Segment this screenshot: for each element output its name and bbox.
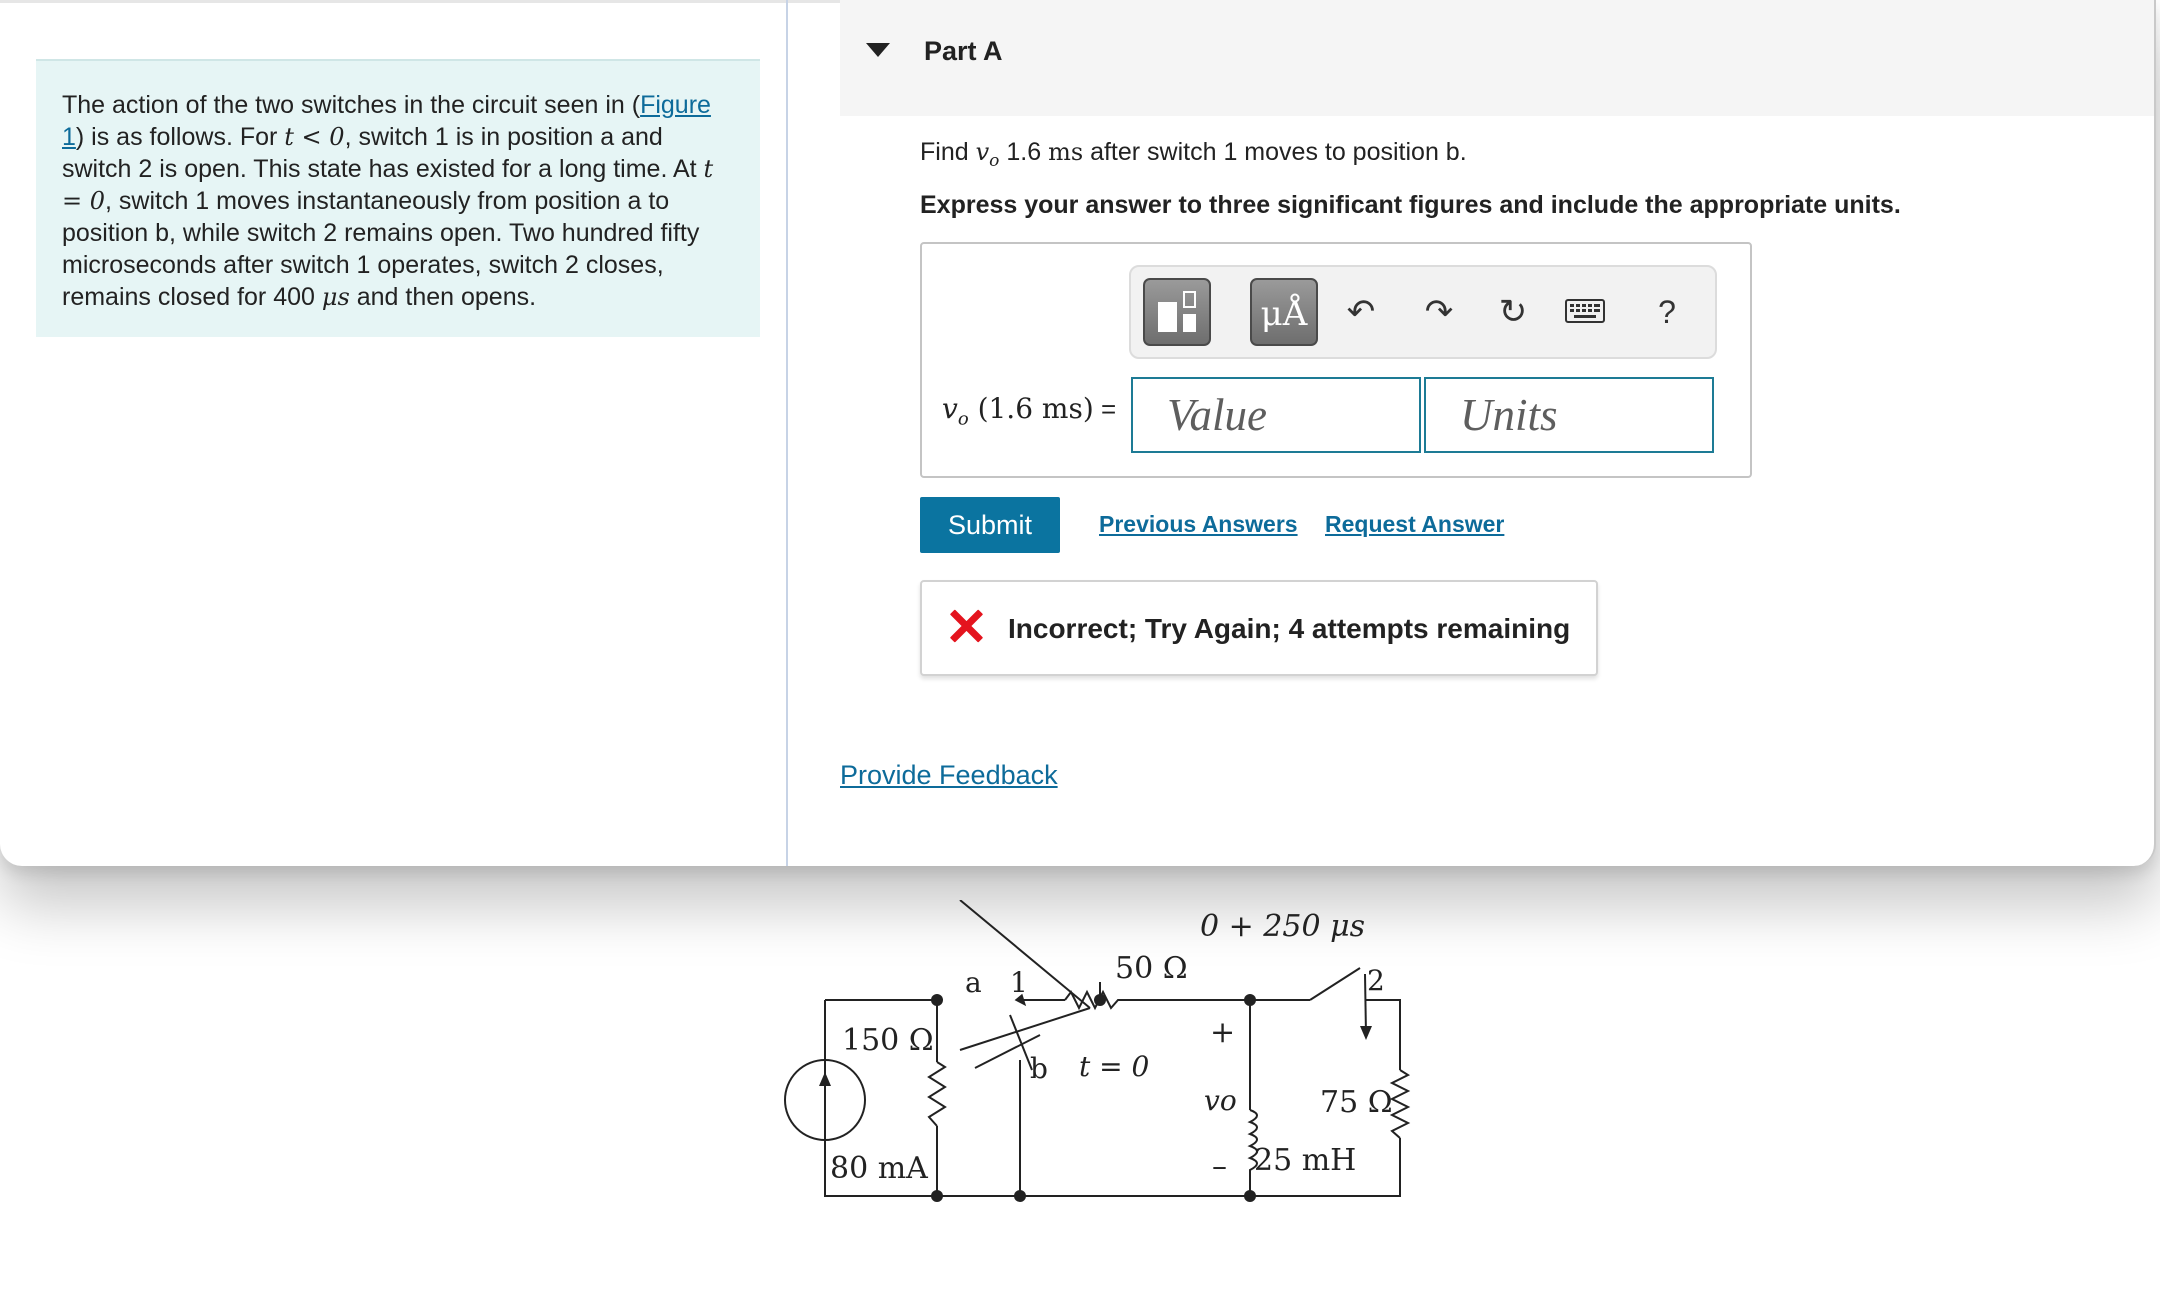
position-2-label: 2 bbox=[1367, 964, 1385, 997]
instruction-text: Express your answer to three significant figures and include the appropriate units. bbox=[920, 191, 1901, 219]
problem-text: , switch 1 moves instantaneously from position a to position b, while switch 2 remains open. Two hundred fifty microseconds after switch 1 operates, switch 2 closes, remains closed for 400 bbox=[62, 187, 700, 311]
switch-1-time-label: t = 0 bbox=[1079, 1050, 1150, 1083]
position-1-label: 1 bbox=[1010, 966, 1028, 999]
previous-answers-link[interactable]: Previous Answers bbox=[1099, 511, 1298, 537]
redo-icon[interactable]: ↷ bbox=[1424, 293, 1454, 331]
value-input[interactable] bbox=[1131, 377, 1421, 453]
reset-icon[interactable]: ↻ bbox=[1498, 293, 1528, 331]
column-divider bbox=[786, 0, 788, 866]
part-header[interactable] bbox=[840, 0, 2156, 116]
undo-icon[interactable]: ↶ bbox=[1346, 293, 1376, 331]
part-title: Part A bbox=[924, 36, 1003, 66]
problem-text: The action of the two switches in the circuit seen in ( bbox=[62, 91, 641, 119]
switch-arrow-icon bbox=[1360, 1026, 1372, 1040]
vo-label: vo bbox=[1204, 1084, 1237, 1117]
caret-down-icon[interactable] bbox=[866, 43, 890, 57]
position-b-label: b bbox=[1030, 1052, 1048, 1085]
source-arrow-icon bbox=[819, 1072, 831, 1086]
position-a-label: a bbox=[965, 966, 982, 999]
help-button[interactable]: ? bbox=[1658, 294, 1676, 330]
minus-label: – bbox=[1212, 1149, 1227, 1184]
resistor-50-label: 50 Ω bbox=[1115, 951, 1188, 986]
question-text: Find $v_o$ 1.6 ms after switch 1 moves to position b. bbox=[920, 138, 1467, 171]
problem-statement bbox=[36, 59, 760, 337]
circuit-diagram bbox=[770, 900, 1430, 1220]
template-icon bbox=[1158, 302, 1177, 332]
feedback-message: Incorrect; Try Again; 4 attempts remaining bbox=[1008, 613, 1571, 644]
request-answer-link[interactable]: Request Answer bbox=[1325, 511, 1505, 537]
keyboard-icon[interactable] bbox=[1563, 289, 1607, 335]
template-button[interactable] bbox=[1143, 278, 1211, 346]
error-x-icon bbox=[948, 608, 984, 644]
math-microseconds: μs bbox=[321, 283, 350, 311]
math-toolbar bbox=[1129, 265, 1717, 359]
units-input[interactable] bbox=[1424, 377, 1714, 453]
inductor-label: 25 mH bbox=[1254, 1143, 1357, 1178]
units-button[interactable]: μÅ bbox=[1250, 278, 1318, 346]
figure-link[interactable]: Figure 1 bbox=[62, 91, 711, 151]
resistor-75-label: 75 Ω bbox=[1320, 1085, 1393, 1120]
problem-text: and then opens. bbox=[349, 283, 537, 311]
problem-text: ) is as follows. For bbox=[75, 123, 285, 151]
resistor-150-label: 150 Ω bbox=[842, 1023, 934, 1058]
math-t-eq-0: t = 0 bbox=[62, 155, 714, 215]
feedback-message-box bbox=[920, 580, 1598, 676]
provide-feedback-link[interactable]: Provide Feedback bbox=[840, 760, 1058, 790]
math-t-lt-0: t < 0 bbox=[284, 123, 345, 151]
problem-text: , switch 1 is in position a and switch 2 is open. This state has existed for a long time. At bbox=[62, 123, 704, 183]
switch-2-time-label: 0 + 250 μs bbox=[1200, 909, 1365, 944]
source-label: 80 mA bbox=[830, 1151, 928, 1186]
submit-button[interactable]: Submit bbox=[920, 497, 1060, 553]
plus-label: + bbox=[1210, 1015, 1236, 1050]
answer-label: $v_o$ (1.6 ms) = bbox=[942, 392, 1117, 430]
